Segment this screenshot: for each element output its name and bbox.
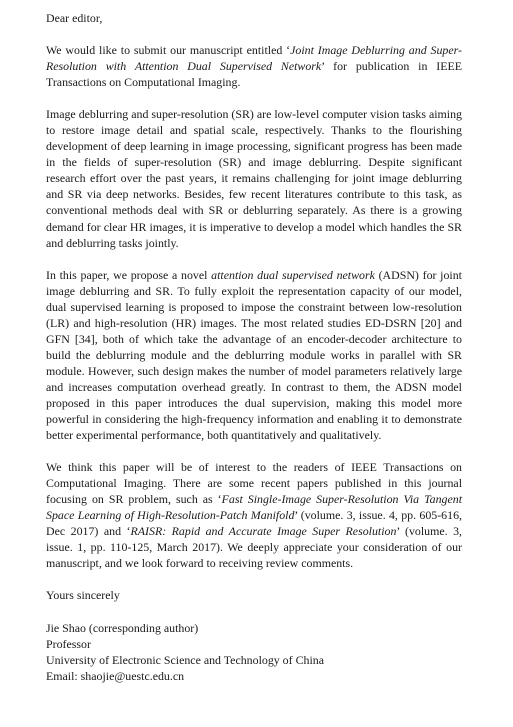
intro-text-2: ’ for publication in IEEE Transactions on Computational Imaging. (46, 59, 462, 90)
intro-text-1: We would like to submit our manuscript entitled ‘ (46, 43, 291, 58)
cover-letter (46, 10, 462, 684)
reference-title-2: RAISR: Rapid and Accurate Image Super Resolution (130, 524, 397, 539)
author-name: Jie Shao (corresponding author) (46, 620, 199, 635)
manuscript-title: Joint Image Deblurring and Super-Resolution with Attention Dual Supervised Network (46, 43, 462, 74)
author-email: Email: shaojie@uestc.edu.cn (46, 668, 185, 683)
method-text-2: (ADSN) for joint image deblurring and SR. To fully exploit the representation capacity of our model, dual supervised learning is proposed to impose the constraint between low-resolution (LR) and high-resolution (HR) images. The most related studies ED-DSRN [20] and GFN [34], both of which take the advantage of an encoder-decoder architecture to build the deblurring module and the deblurring module works in parallel with SR module. However, such design makes the number of model parameters relatively large and increases computation overhead greatly. In contrast to them, the ADSN model proposed in this paper introduces the dual supervision, making this model more powerful in considering the high-frequency information and enabling it to demonstrate better experimental performance, both quantitatively and qualitatively. (46, 267, 462, 443)
author-affiliation: University of Electronic Science and Technology of China (46, 652, 324, 667)
journal-text-1: We think this paper will be of interest to the readers of IEEE Transactions on Computational Imaging. There are some recent papers published in this journal focusing on SR problem, such as ‘ (46, 460, 462, 507)
journal-text-3: ’ (volume. 3, issue. 1, pp. 110-125, March 2017). We deeply appreciate your consideration of our manuscript, and we look forward to receiving review comments. (46, 524, 463, 571)
reference-title-1: Fast Single-Image Super-Resolution Via Tangent Space Learning of High-Resolution-Patch Manifold (46, 492, 463, 523)
method-paragraph (46, 267, 462, 444)
intro-paragraph (46, 42, 462, 90)
method-text-1: In this paper, we propose a novel (46, 267, 212, 282)
journal-paragraph (46, 459, 462, 571)
background-paragraph: Image deblurring and super-resolution (SR) are low-level computer vision tasks aiming to restore image detail and spatial scale, respectively. Thanks to the flourishing development of deep learning in image processing, significant progress has been made in the fields of super-resolution (SR) and image deblurring. Despite significant research effort over the past years, it remains challenging for joint image deblurring and SR via deep networks. Besides, few recent literatures contribute to this task, as conventional methods deal with SR or deblurring separately. As there is a growing demand for clear HR images, it is imperative to develop a model which handles the SR and deblurring tasks jointly. (46, 107, 462, 250)
signature-block (46, 620, 462, 684)
author-role: Professor (46, 636, 91, 651)
greeting: Dear editor, (46, 11, 103, 25)
journal-text-2: ’ (volume. 3, issue. 4, pp. 605-616, Dec 2017) and ‘ (46, 508, 462, 539)
method-name: attention dual supervised network (211, 267, 375, 282)
closing: Yours sincerely (46, 588, 120, 603)
